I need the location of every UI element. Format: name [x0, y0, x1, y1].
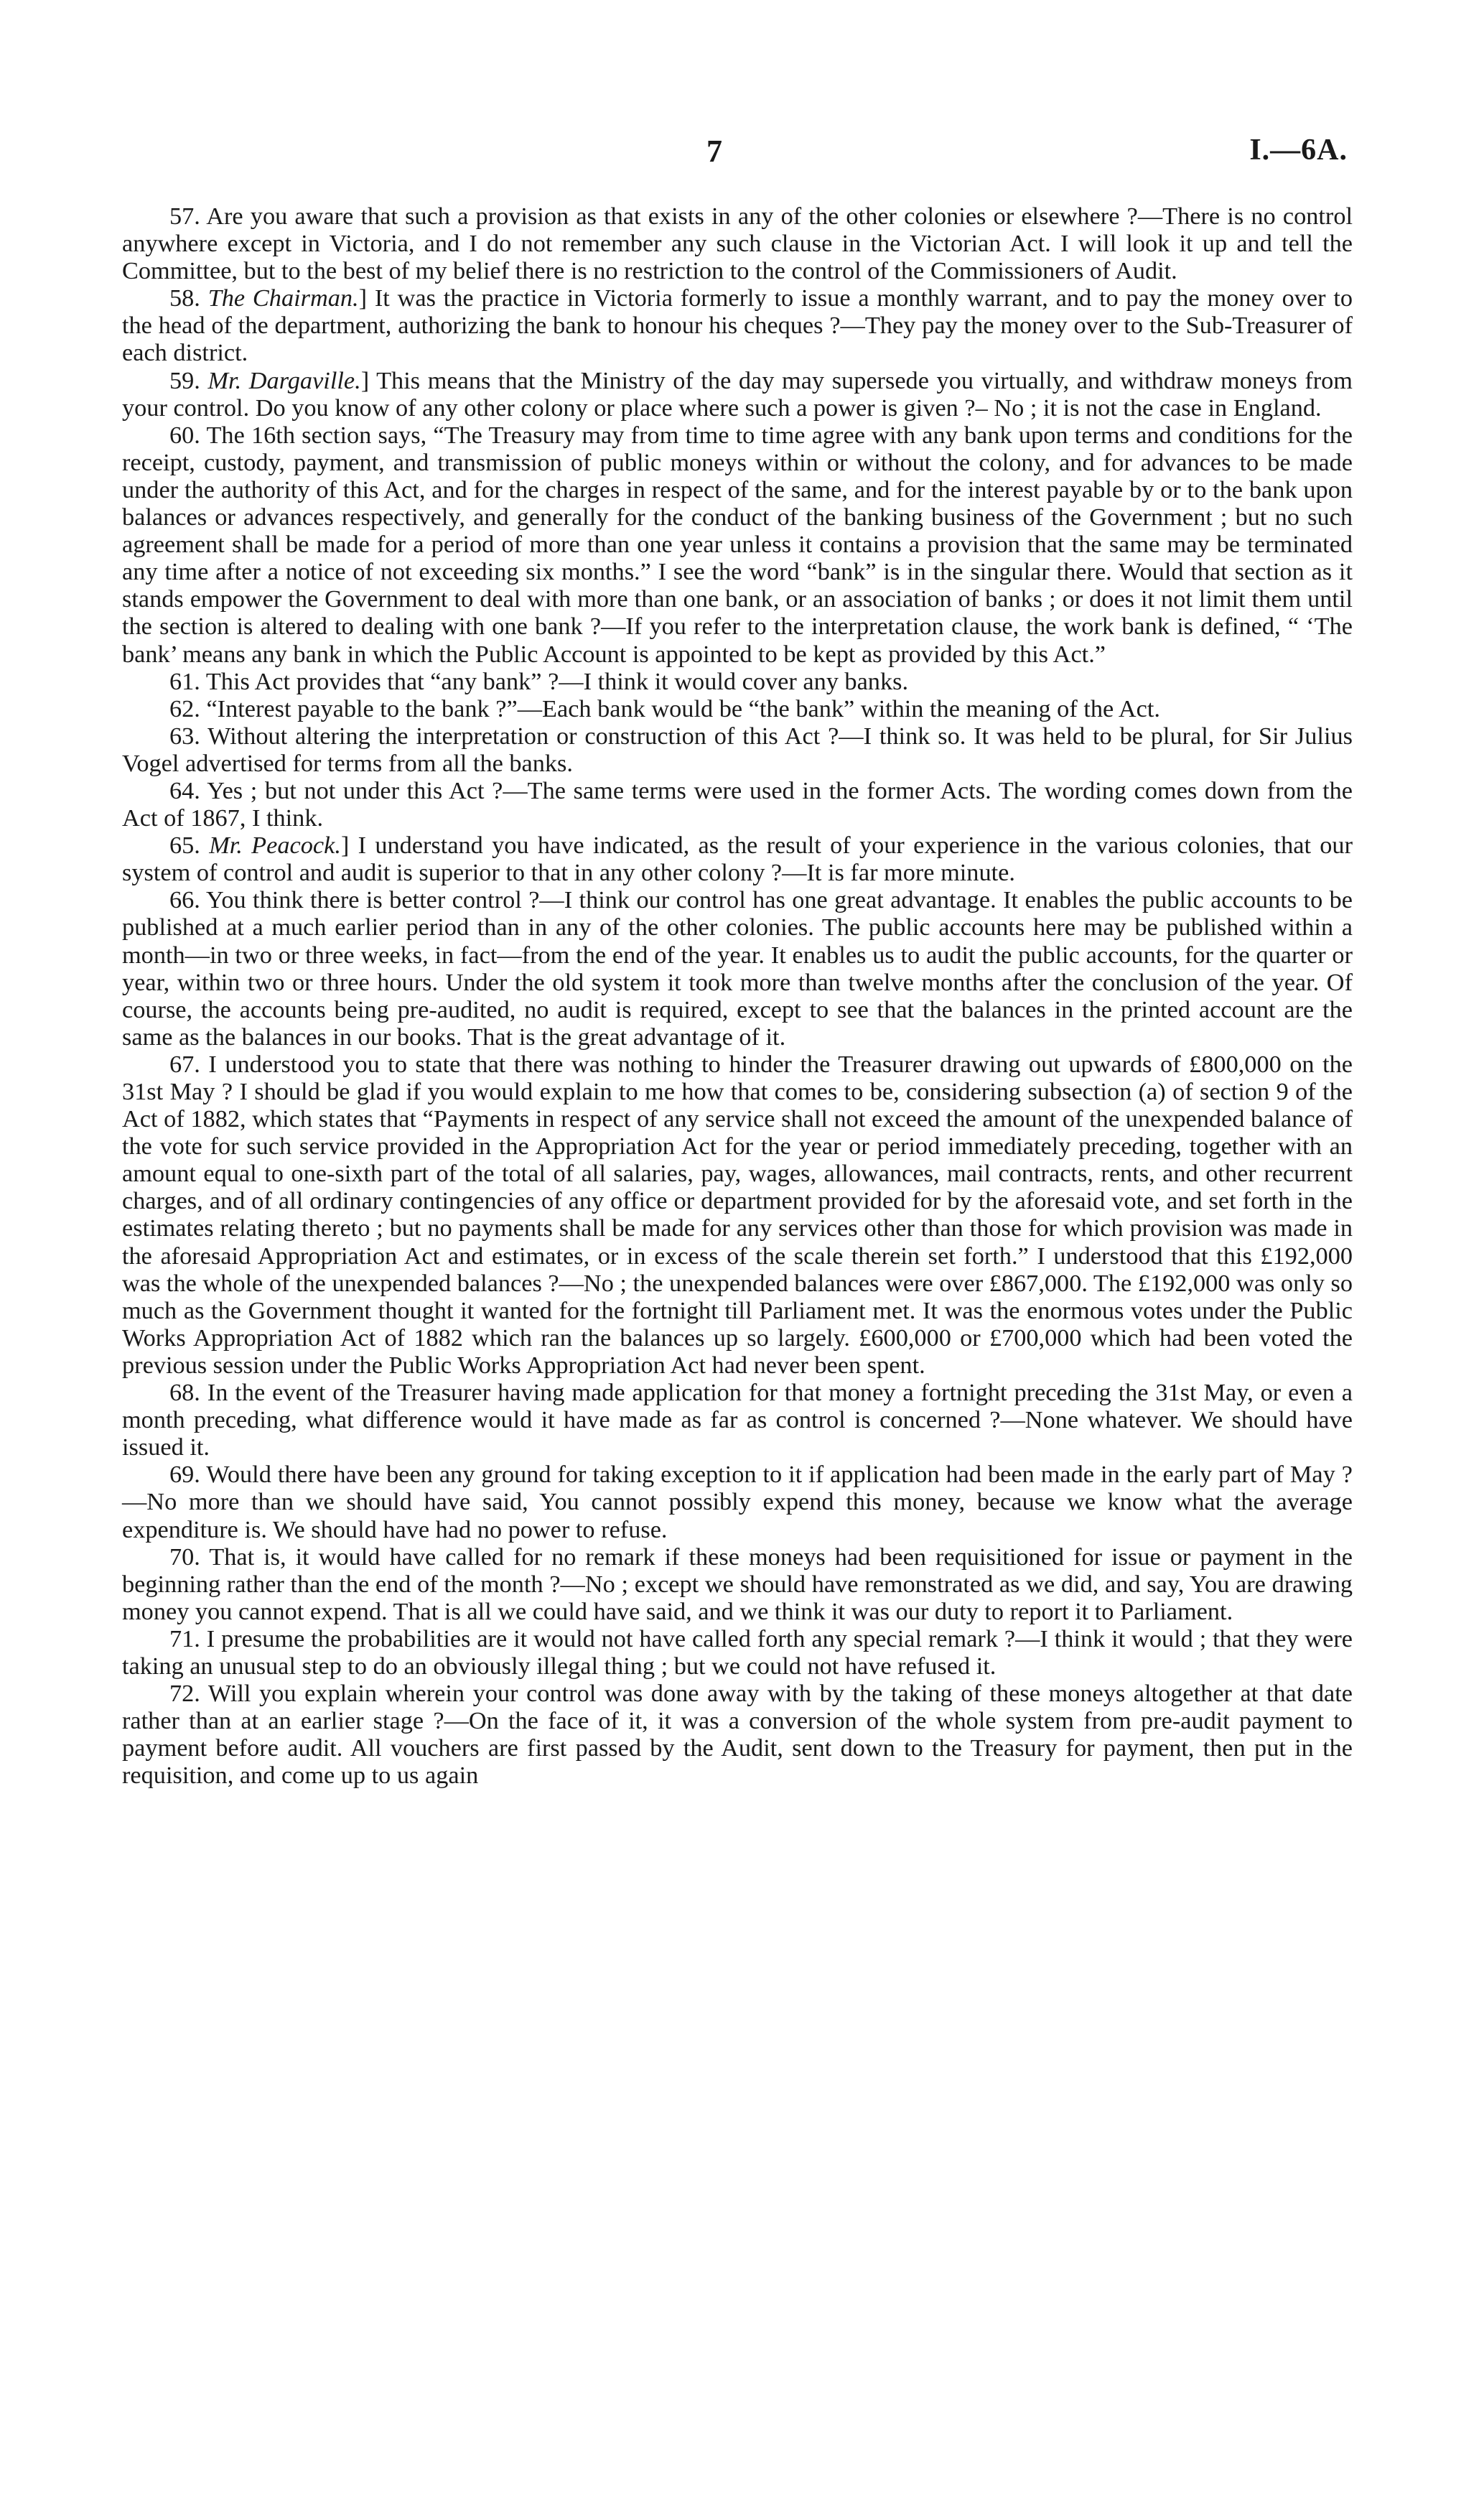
question-number: 69. — [169, 1461, 200, 1489]
question-text: This means that the Ministry of the day may supersede you virtually, and withdraw moneys from your control. Do you know of any other colony or place where such a power is given ?– No ; it is not the case in England. — [122, 366, 1353, 422]
question-number: 68. — [169, 1379, 200, 1407]
minutes-of-evidence — [122, 203, 1353, 1789]
question-68 — [122, 1379, 1353, 1461]
question-number: 58. — [169, 284, 200, 312]
question-71 — [122, 1625, 1353, 1680]
question-65 — [122, 832, 1353, 886]
question-64 — [122, 777, 1353, 832]
speaker-bracket: ] — [358, 284, 368, 312]
speaker-name: The Chairman. — [207, 284, 359, 312]
question-number: 66. — [169, 886, 200, 914]
question-70 — [122, 1543, 1353, 1625]
page-number: 7 — [706, 134, 722, 169]
question-text: Without altering the interpretation or construction of this Act ?—I think so. It was held to be plural, for Sir Julius Vogel advertised for terms from all the banks. — [122, 722, 1353, 777]
question-62 — [122, 695, 1353, 722]
question-text: Yes ; but not under this Act ?—The same terms were used in the former Acts. The wording comes down from the Act of 1867, I think. — [122, 776, 1353, 832]
question-58 — [122, 284, 1353, 366]
question-number: 63. — [169, 722, 200, 750]
question-number: 60. — [169, 421, 200, 449]
question-number: 64. — [169, 776, 200, 804]
question-63 — [122, 722, 1353, 777]
question-text: I understand you have indicated, as the result of your experience in the various colonies, that our system of control and audit is superior to that in any other colony ?—It is far more minute. — [122, 832, 1353, 887]
page-header — [0, 133, 1484, 176]
question-text: I understood you to state that there was nothing to hinder the Treasurer drawing out upwards of £800,000 on the 31st May ? I should be glad if you would explain to me how that comes to be, considering subsection (a) of section 9 of the Act of 1882, which states that “Payments in respect of any service shall not exceed the amount of the unexpended balance of the vote for such service provided in the Appropriation Act for the year or period immediately preceding, together with an amount equal to one-sixth part of the total of all salaries, pay, wages, allowances, mail contracts, rents, and other recurrent charges, and of all ordinary contingencies of any office or department provided for by the aforesaid vote, and set forth in the estimates relating thereto ; but no payments shall be made for any services other than those for which provision was made in the aforesaid Appropriation Act and estimates, or in excess of the scale therein set forth.” I understood that this £192,000 was the whole of the unexpended balances ?—No ; the unexpended balances were over £867,000. The £192,000 was only so much as the Government thought it wanted for the fortnight till Parliament met. It was the enormous votes under the Public Works Appropriation Act of 1882 which ran the balances up so largely. £600,000 or £700,000 which had been voted the previous session under the Public Works Appropriation Act had never been spent. — [122, 1050, 1353, 1379]
question-72 — [122, 1680, 1353, 1789]
question-number: 65. — [169, 832, 200, 860]
question-59 — [122, 367, 1353, 422]
question-text: It was the practice in Victoria formerly to issue a monthly warrant, and to pay the money over to the head of the department, authorizing the bank to honour his cheques ?—They pay the money over to the Sub-Treasurer of each district. — [122, 284, 1353, 367]
question-text: This Act provides that “any bank” ?—I think it would cover any banks. — [205, 667, 909, 695]
question-text: You think there is better control ?—I think our control has one great advantage. It enables the public accounts to be published at a much earlier period than in any of the other colonies. The public accounts here may be published within a month—in two or three weeks, in fact—from the end of the year. It enables us to audit the public accounts, for the quarter or year, within two or three hours. Under the old system it took more than twelve months after the conclusion of the year. Of course, the accounts being pre-audited, no audit is required, except to see that the balances in the printed account are the same as the balances in our books. That is the great advantage of it. — [122, 886, 1353, 1051]
question-text: Would there have been any ground for taking exception to it if application had been made in the early part of May ?—No more than we should have said, You cannot possibly expend this money, because we know what the average expenditure is. We should have had no power to refuse. — [122, 1461, 1353, 1543]
question-text: That is, it would have called for no remark if these moneys had been requisitioned for issue or payment in the beginning rather than the end of the month ?—No ; except we should have remonstrated as we did, and say, You are drawing money you cannot expend. That is all we could have said, and we think it was our duty to report it to Parliament. — [122, 1543, 1353, 1625]
question-text: In the event of the Treasurer having made application for that money a fortnight preceding the 31st May, or even a month preceding, what difference would it have made as far as control is concerned ?—None whatever. We should have issued it. — [122, 1379, 1353, 1461]
question-text: I presume the probabilities are it would not have called forth any special remark ?—I think it would ; that they were taking an unusual step to do an obviously illegal thing ; but we could not have refused it. — [122, 1624, 1353, 1680]
document-reference: I.—6A. — [1249, 134, 1348, 167]
question-number: 70. — [169, 1543, 200, 1571]
question-69 — [122, 1461, 1353, 1543]
question-57 — [122, 203, 1353, 284]
question-61 — [122, 668, 1353, 695]
speaker-bracket: ] — [340, 832, 350, 860]
question-text: Will you explain wherein your control was done away with by the taking of these moneys altogether at that date rather than at an earlier stage ?—On the face of it, it was a conversion of the whole system from pre-audit payment to payment before audit. All vouchers are first passed by the Audit, sent down to the Treasury for payment, then put in the requisition, and come up to us again — [122, 1680, 1353, 1790]
question-number: 62. — [169, 694, 200, 722]
question-text: “Interest payable to the bank ?”—Each bank would be “the bank” within the meaning of the Act. — [206, 694, 1160, 722]
question-number: 57. — [169, 203, 200, 230]
question-number: 59. — [169, 366, 200, 394]
question-number: 67. — [169, 1050, 200, 1078]
question-number: 71. — [169, 1624, 200, 1652]
question-text: Are you aware that such a provision as that exists in any of the other colonies or elsewhere ?—There is no control anywhere except in Victoria, and I do not remember any such clause in the Victorian Act. I will look it up and tell the Committee, but to the best of my belief there is no restriction to the control of the Commissioners of Audit. — [122, 203, 1353, 285]
speaker-bracket: ] — [360, 366, 370, 394]
question-text: The 16th section says, “The Treasury may from time to time agree with any bank upon terms and conditions for the receipt, custody, payment, and transmission of public moneys within or without the colony, and for advances to be made under the authority of this Act, and for the charges in respect of the same, and for the interest payable by or to the bank upon balances or advances respectively, and generally for the conduct of the banking business of the Government ; but no such agreement shall be made for a period of more than one year unless it contains a provision that the same may be terminated any time after a notice of not exceeding six months.” I see the word “bank” is in the singular there. Would that section as it stands empower the Government to deal with more than one bank, or an association of banks ; or does it not limit them until the section is altered to dealing with one bank ?—If you refer to the interpretation clause, the work bank is defined, “ ‘The bank’ means any bank in which the Public Account is appointed to be kept as provided by this Act.” — [122, 421, 1353, 668]
question-67 — [122, 1051, 1353, 1379]
speaker-name: Mr. Dargaville. — [207, 366, 361, 394]
question-60 — [122, 422, 1353, 668]
question-number: 72. — [169, 1680, 200, 1708]
question-66 — [122, 886, 1353, 1051]
question-number: 61. — [169, 667, 200, 695]
speaker-name: Mr. Peacock. — [209, 832, 341, 860]
